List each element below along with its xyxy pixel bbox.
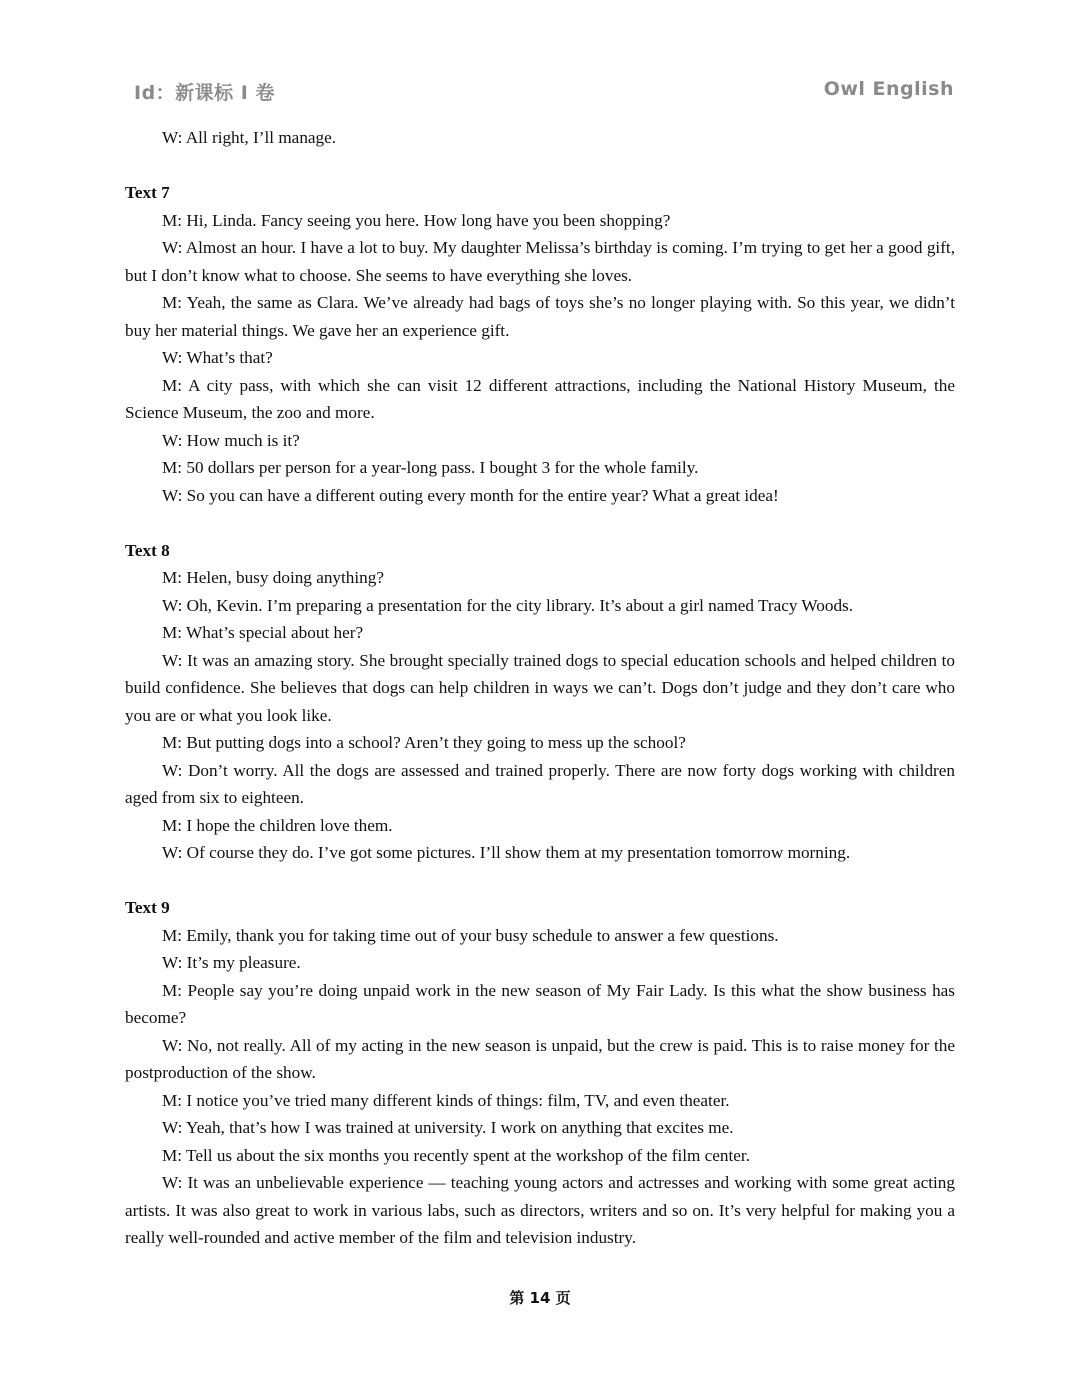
page-number: 第 14 页 [509,1289,571,1307]
dialogue-line: W: So you can have a different outing every month for the entire year? What a great idea! [162,485,779,505]
dialogue-line: M: I notice you’ve tried many different kinds of things: film, TV, and even theater. [162,1090,730,1110]
section-text-7 [125,179,955,509]
dialogue-line: W: It was an unbelievable experience — teaching young actors and actresses and working with some great acting artists. It was also great to work in various labs, such as directors, writers and so on. It’s very helpful for making you a really well-rounded and active member of the film and television industry. [125,1173,955,1247]
dialogue-line: M: I hope the children love them. [162,815,393,835]
dialogue-line: W: It’s my pleasure. [162,953,301,972]
dialogue-line: W: Almost an hour. I have a lot to buy. My daughter Melissa’s birthday is coming. I’m trying to get her a good gift, but I don’t know what to choose. She seems to have everything she loves. [125,238,955,285]
dialogue-line: W: What’s that? [162,348,273,367]
header-brand-label: Owl English [823,78,954,100]
dialogue-line: M: But putting dogs into a school? Aren’t they going to mess up the school? [162,733,686,752]
dialogue-line: M: Yeah, the same as Clara. We’ve already had bags of toys she’s no longer playing with. So this year, we didn’t buy her material things. We gave her an experience gift. [125,293,955,340]
section-title: Text 7 [125,183,170,202]
document-body [125,124,955,1252]
dialogue-line: M: Hi, Linda. Fancy seeing you here. How long have you been shopping? [162,210,671,230]
dialogue-line: M: Helen, busy doing anything? [162,568,384,587]
dialogue-line: W: It was an amazing story. She brought specially trained dogs to special education schools and helped children to build confidence. She believes that dogs can help children in ways we can’t. Dogs don’t judge and they don’t care who you are or what you look like. [125,650,955,725]
dialogue-line: M: 50 dollars per person for a year-long pass. I bought 3 for the whole family. [162,458,699,477]
dialogue-line: M: Tell us about the six months you recently spent at the workshop of the film center. [162,1145,750,1165]
dialogue-line: M: A city pass, with which she can visit 12 different attractions, including the National History Museum, the Science Museum, the zoo and more. [125,375,955,422]
dialogue-line: W: No, not really. All of my acting in the new season is unpaid, but the crew is paid. This is to raise money for the postproduction of the show. [125,1035,955,1082]
dialogue-line: W: Yeah, that’s how I was trained at university. I work on anything that excites me. [162,1118,734,1137]
dialogue-line: W: Oh, Kevin. I’m preparing a presentation for the city library. It’s about a girl named Tracy Woods. [162,595,854,615]
section-title: Text 8 [125,540,170,560]
dialogue-line: W: How much is it? [162,430,300,450]
header-id-label: Id：新课标 I 卷 [134,82,275,104]
dialogue-line: W: Don’t worry. All the dogs are assessed and trained properly. There are now forty dogs working with children aged from six to eighteen. [125,760,955,807]
section-text-9 [125,894,955,1252]
dialogue-line: W: All right, I’ll manage. [162,128,337,147]
dialogue-line: M: People say you’re doing unpaid work in the new season of My Fair Lady. Is this what the show business has become? [125,980,955,1027]
dialogue-line: W: Of course they do. I’ve got some pictures. I’ll show them at my presentation tomorrow morning. [162,843,851,862]
section-title: Text 9 [125,898,170,917]
section-text-8 [125,537,955,867]
dialogue-line: M: What’s special about her? [162,623,364,642]
dialogue-line: M: Emily, thank you for taking time out of your busy schedule to answer a few questions. [162,925,779,945]
